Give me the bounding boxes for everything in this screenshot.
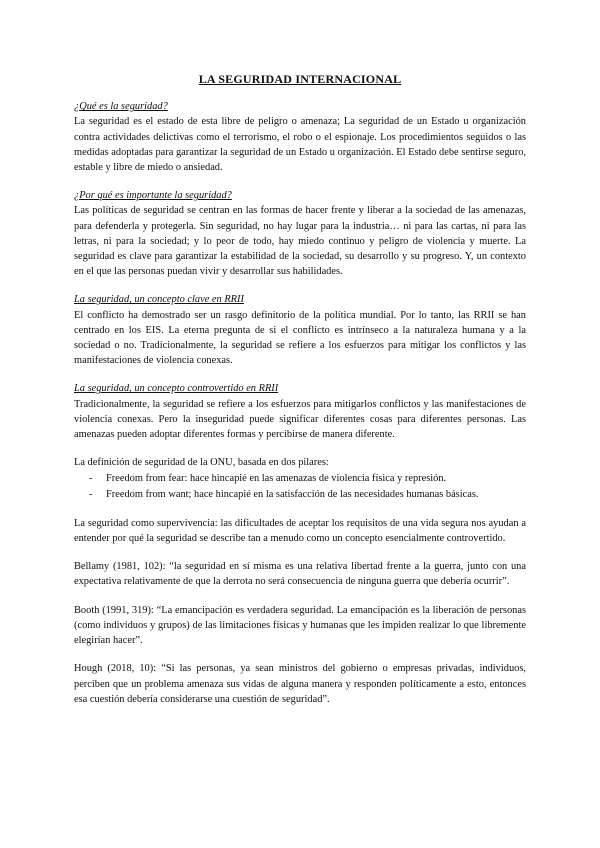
section-heading: ¿Qué es la seguridad? (74, 101, 168, 113)
bullet-marker: - (89, 488, 93, 500)
section-paragraph: Tradicionalmente, la seguridad se refiere a los esfuerzos para mitigarlos conflictos y las manifestaciones de violencia conexas. Pero la inseguridad puede significar diferentes cosas para diferentes personas. Las amenazas pueden adoptar diferentes formas y percibirse de manera diferente. (74, 398, 526, 441)
quote-bellamy: Bellamy (1981, 102): “la seguridad en sí misma es una relativa libertad frente a la guerra, junto con una expectativa relativamente de que la derrota no será consecuencia de ninguna guerra que debería ocurrir”. (74, 561, 526, 588)
section-concepto-controvertido (74, 381, 526, 442)
list-item (74, 487, 526, 502)
section-paragraph: Las políticas de seguridad se centran en las formas de hacer frente y liberar a la sociedad de las amenazas, para defenderla y protegerla. Sin seguridad, no hay lugar para la industria… ni para las cartas, ni para las letras, ni para la sociedad; y lo peor de todo, hay miedo continuo y peligro de violencia y muerte. La seguridad es clave para garantizar la estabilidad de la sociedad, su desarrollo y su progreso. Y, un contexto en el que las personas puedan vivir y desarrollar sus habilidades. (74, 205, 526, 278)
section-heading: La seguridad, un concepto clave en RRII (74, 294, 244, 306)
un-definition-intro: La definición de seguridad de la ONU, basada en dos pilares: (74, 457, 329, 469)
section-heading: ¿Por qué es importante la seguridad? (74, 190, 232, 202)
un-pillars-list (74, 471, 526, 501)
bullet-marker: - (89, 473, 93, 485)
section-concepto-clave (74, 292, 526, 368)
bullet-text: Freedom from want; hace hincapié en la satisfacción de las necesidades humanas básicas. (106, 488, 479, 500)
list-item (74, 471, 526, 486)
section-heading: La seguridad, un concepto controvertido en RRII (74, 383, 279, 395)
section-que-es (74, 99, 526, 175)
section-paragraph: La seguridad es el estado de esta libre de peligro o amenaza; La seguridad de un Estado u organización contra actividades delictivas como el terrorismo, el robo o el espionaje. Los procedimientos seguidos o las medidas adoptadas para garantizar la seguridad de un Estado u organización. El Estado debe sentirse seguro, estable y libre de miedo o ansiedad. (74, 116, 526, 174)
quote-booth: Booth (1991, 319): “La emancipación es verdadera seguridad. La emancipación es la liberación de personas (como individuos y grupos) de las limitaciones físicas y humanas que les impiden realizar lo que libremente elegirían hacer”. (74, 604, 526, 647)
section-paragraph: El conflicto ha demostrado ser un rasgo definitorio de la política mundial. Por lo tanto, las RRII se han centrado en los EIS. La eterna pregunta de si el conflicto es intrínseco a la naturaleza humana y a la sociedad o no. Tradicionalmente, la seguridad se refiere a los esfuerzos para mitigar los conflictos y las manifestaciones de violencia conexas. (74, 309, 526, 367)
bullet-text: Freedom from fear: hace hincapié en las amenazas de violencia física y represión. (106, 473, 447, 485)
document-title: LA SEGURIDAD INTERNACIONAL (198, 72, 402, 86)
survival-paragraph: La seguridad como supervivencia: las dificultades de aceptar los requisitos de una vida segura nos ayudan a entender por qué la seguridad se describe tan a menudo como un concepto esencialmente controvertido. (74, 517, 526, 545)
quote-hough: Hough (2018, 10): “Si las personas, ya sean ministros del gobierno o empresas privadas, individuos, perciben que un problema amenaza sus vidas de alguna manera y responden políticamente a esto, entonces esa cuestión debería considerarse una cuestión de seguridad”. (74, 663, 526, 705)
section-por-que (74, 188, 526, 279)
un-definition (74, 455, 526, 502)
